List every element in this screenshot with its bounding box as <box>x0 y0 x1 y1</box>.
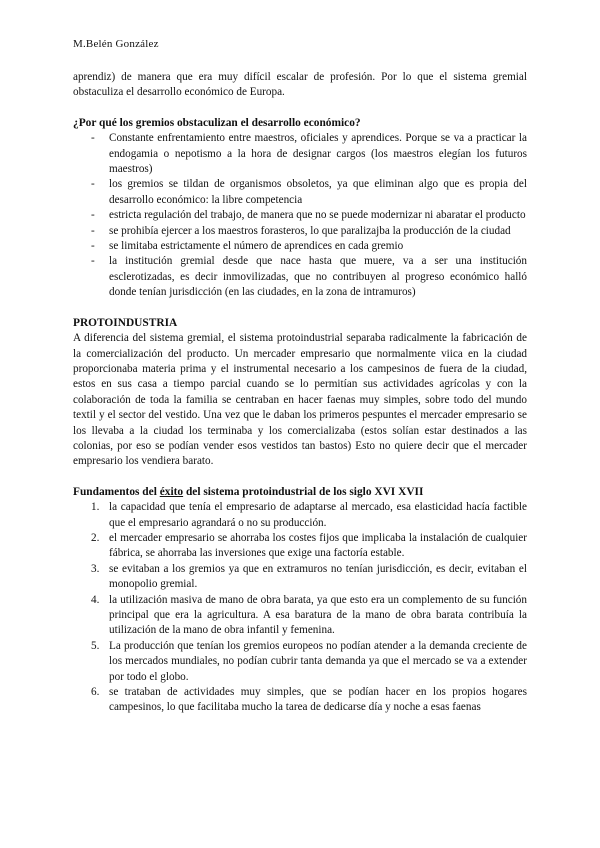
item-text: La producción que tenían los gremios europeos no podían atender a la demanda creciente de los mercados mundiales, no podían cubrir tanta demanda ya que el mercado se va a extender por todo el globo. <box>109 639 527 683</box>
list-item <box>73 562 527 593</box>
item-number: 6. <box>91 686 100 699</box>
heading-text-post: del sistema protoindustrial de los siglo XVI XVII <box>183 485 424 498</box>
section-heading-gremios: ¿Por qué los gremios obstaculizan el desarrollo económico? <box>73 116 361 129</box>
item-text: el mercader empresario se ahorraba los costes fijos que implicaba la instalación de cualquier fábrica, se ahorraba las inversiones que exige una factoría estable. <box>109 531 527 560</box>
list-item <box>73 685 527 716</box>
item-text: la utilización masiva de mano de obra barata, ya que esto era un complemento de su función principal que era la agricultura. A esa baratura de la mano de obra barata contribuía la utilización de la mano de obra infantil y femenina. <box>109 593 527 637</box>
intro-paragraph: aprendiz) de manera que era muy difícil escalar de profesión. Por lo que el sistema gremial obstaculiza el desarrollo económico de Europa. <box>73 71 527 99</box>
section-heading-protoindustria: PROTOINDUSTRIA <box>73 316 178 329</box>
list-item: - se limitaba estrictamente el número de aprendices en cada gremio <box>73 239 527 254</box>
list-item: - se prohibía ejercer a los maestros forasteros, lo que paralizajba la producción de la ciudad <box>73 224 527 239</box>
list-item <box>73 593 527 639</box>
author-header: M.Belén González <box>73 38 159 50</box>
section-heading-fundamentos <box>73 485 527 500</box>
list-item: - Constante enfrentamiento entre maestros, oficiales y aprendices. Porque se va a practicar la endogamia o nepotismo a la hora de designar cargos (los maestros elegían los futuros maestros) <box>73 131 527 177</box>
list-item: - los gremios se tildan de organismos obsoletos, ya que eliminan algo que es propia del desarrollo económico: la libre competencia <box>73 177 527 208</box>
protoindustria-paragraph: A diferencia del sistema gremial, el sistema protoindustrial separaba radicalmente la fabricación de la comercialización del producto. Un mercader empresario que normalmente viica en la ciudad proporcionaba materia prima y el instrumental necesario a los campesinos de fuera de la ciudad, estos en sus casa a tiempo parcial cuando se lo permitían sus actividades agrícolas y con la colaboración de toda la familia se centraban en hacer faenas muy simples, sobre todo del mundo textil y el sector del vestido. Una vez que le daban los primeros pespuntes el mercader empresario se los llevaba a la ciudad los terminaba y los comercializaba (estos solían estar destinados a las colonias, por eso se podían vender esos vestidos tan bastos) Esto no quiere decir que el mercader empresario los vendiera barato. <box>73 332 527 468</box>
heading-text-underlined: éxito <box>159 485 184 498</box>
gremios-reasons-list <box>73 131 527 300</box>
list-item <box>73 500 527 531</box>
list-item: - estricta regulación del trabajo, de manera que no se puede modernizar ni abaratar el producto <box>73 208 527 223</box>
list-item <box>73 639 527 685</box>
item-text: se evitaban a los gremios ya que en extramuros no tenían jurisdicción, es decir, evitaban el monopolio gremial. <box>109 562 527 591</box>
fundamentos-list <box>73 500 527 716</box>
list-item <box>73 531 527 562</box>
item-number: 4. <box>91 593 100 606</box>
item-text: la capacidad que tenía el empresario de adaptarse al mercado, esa elasticidad hacía factible que el empresario agrandará o no su producción. <box>109 501 527 529</box>
document-body <box>73 70 527 716</box>
item-text: se trataban de actividades muy simples, que se podían hacer en los propios hogares campesinos, lo que facilitaba mucho la tarea de dedicarse día y noche a esas faenas <box>109 686 527 714</box>
item-number: 3. <box>91 562 100 575</box>
heading-text-pre: Fundamentos del <box>73 485 160 498</box>
list-item: - la institución gremial desde que nace hasta que muere, va a ser una institución esclerotizadas, es decir inmovilizadas, que no contribuyen al progreso económico halló donde tenían jurisdicción (en las ciudades, en la zona de intramuros) <box>73 254 527 300</box>
item-number: 1. <box>91 501 100 514</box>
item-number: 2. <box>91 531 100 544</box>
item-number: 5. <box>91 639 100 652</box>
